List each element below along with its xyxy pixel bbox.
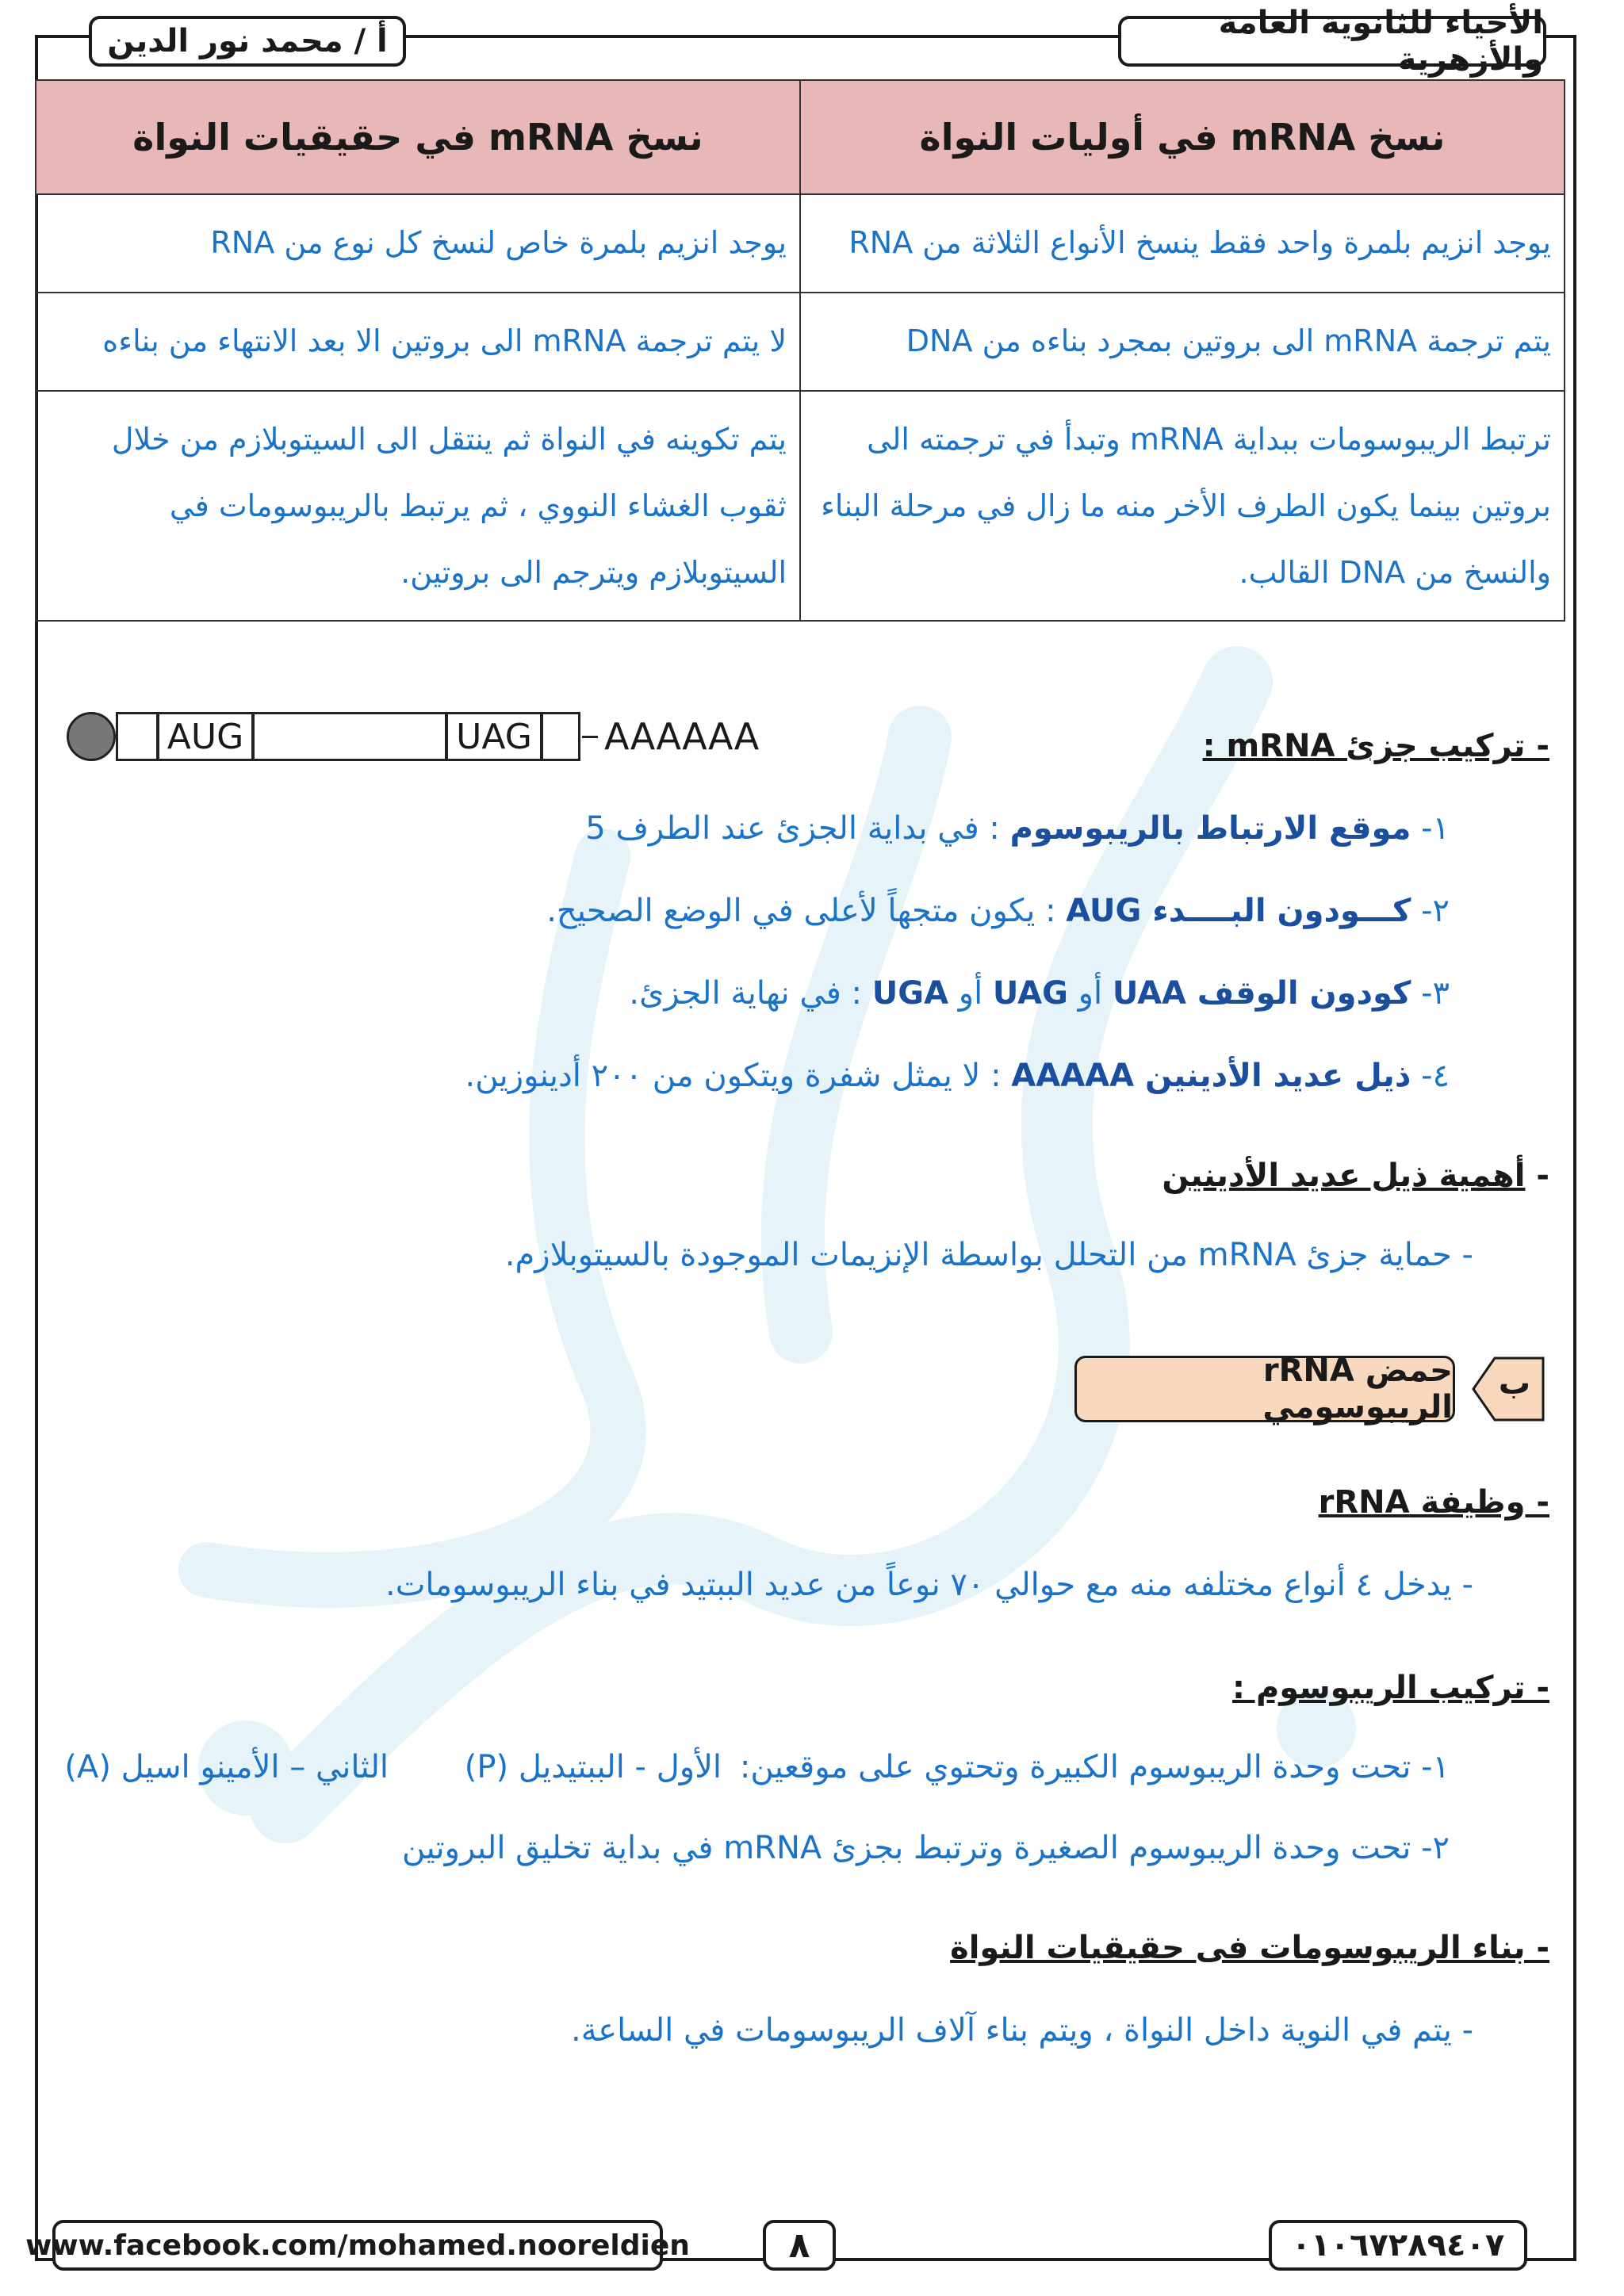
item-text: : لا يمثل شفرة ويتكون من ٢٠٠ أدينوزين.	[465, 1058, 1002, 1094]
mrna-segment-leader	[116, 712, 159, 761]
table-header-eukaryote: نسخ mRNA في حقيقيات النواة	[36, 80, 800, 194]
item-text: أو	[1078, 975, 1103, 1012]
ribosome-item-1: ١- تحت وحدة الريبوسوم الكبيرة وتحتوي على موقعين:	[739, 1749, 1450, 1785]
mrna-stop-codon: UAG	[446, 712, 542, 761]
mrna-segment-trailer	[541, 712, 580, 761]
item-text: : يكون متجهاً لأعلى في الوضع الصحيح.	[546, 893, 1056, 929]
table-row	[36, 391, 1565, 621]
eukaryote-ribosomes-text: - يتم في النوية داخل النواة ، ويتم بناء آلاف الريبوسومات في الساعة.	[571, 2012, 1473, 2049]
ribosome-item-2: ٢- تحت وحدة الريبوسوم الصغيرة وترتبط بجزئ mRNA في بداية تخليق البروتين	[402, 1830, 1450, 1866]
footer-website-link[interactable]: www.facebook.com/mohamed.nooreldien	[52, 2220, 663, 2271]
section-title-box: حمض rRNA الريبوسومي	[1074, 1356, 1455, 1422]
item-text: أو	[958, 975, 983, 1012]
ribosome-structure-heading: - تركيب الريبوسوم :	[1232, 1670, 1549, 1706]
table-cell: يوجد انزيم بلمرة خاص لنسخ كل نوع من RNA	[36, 194, 800, 293]
tail-importance-heading-row	[1162, 1158, 1549, 1194]
ribosome-site-p: الأول - الببتيديل (P)	[464, 1749, 722, 1785]
item-term: ذيل عديد الأدينين AAAAA	[1011, 1058, 1411, 1094]
item-number: ٤-	[1421, 1058, 1450, 1094]
rrna-function-heading: - وظيفة rRNA	[1318, 1484, 1549, 1521]
item-number: ١-	[1421, 810, 1450, 847]
list-item	[546, 893, 1450, 929]
table-cell: يتم ترجمة mRNA الى بروتين بمجرد بناءه من DNA	[800, 293, 1565, 391]
ribosome-site-a: الثاني – الأمينو اسيل (A)	[64, 1749, 389, 1785]
list-item	[585, 810, 1450, 847]
item-number: ٣-	[1421, 975, 1450, 1012]
header-author-name: أ / محمد نور الدين	[89, 16, 406, 67]
mrna-structure-heading: - تركيب جزئ mRNA :	[1202, 728, 1549, 764]
table-cell: لا يتم ترجمة mRNA الى بروتين الا بعد الانتهاء من بناءه	[36, 293, 800, 391]
mrna-start-codon: AUG	[157, 712, 254, 761]
mrna-cap-circle	[67, 712, 116, 761]
item-text: : في نهاية الجزئ.	[629, 975, 863, 1012]
mrna-polya-tail: AAAAAA	[604, 715, 760, 758]
item-term: UGA	[871, 975, 949, 1012]
tail-importance-heading: أهمية ذيل عديد الأدينين	[1162, 1158, 1526, 1194]
table-cell: يوجد انزيم بلمرة واحد فقط ينسخ الأنواع الثلاثة من RNA	[800, 194, 1565, 293]
rrna-function-text: - يدخل ٤ أنواع مختلفه منه مع حوالي ٧٠ نوعاً من عديد الببتيد في بناء الريبوسومات.	[385, 1567, 1473, 1603]
item-term: كودون الوقف UAA	[1112, 975, 1411, 1012]
table-header-prokaryote: نسخ mRNA في أوليات النواة	[800, 80, 1565, 194]
item-term: UAG	[992, 975, 1068, 1012]
table-cell: يتم تكوينه في النواة ثم ينتقل الى السيتوبلازم من خلال ثقوب الغشاء النووي ، ثم يرتبط بالريبوسومات في السيتوبلازم ويترجم الى بروتين.	[36, 391, 800, 621]
item-text: : في بداية الجزئ عند الطرف 5	[585, 810, 1000, 847]
item-number: ٢-	[1421, 893, 1450, 929]
table-cell: ترتبط الريبوسومات ببداية mRNA وتبدأ في ترجمته الى بروتين بينما يكون الطرف الأخر منه ما زال في مرحلة البناء والنسخ من DNA القالب.	[800, 391, 1565, 621]
footer-page-number: ٨	[763, 2220, 836, 2271]
item-term: كـــودون البــــدء AUG	[1066, 893, 1411, 929]
table-row	[36, 293, 1565, 391]
mrna-tail-connector	[582, 736, 598, 738]
eukaryote-ribosomes-heading: - بناء الريبوسومات فى حقيقيات النواة	[950, 1930, 1549, 1966]
list-item	[629, 975, 1450, 1012]
heading-dash: -	[1536, 1158, 1549, 1194]
footer-phone: ٠١٠٦٧٢٨٩٤٠٧	[1269, 2220, 1527, 2271]
header-subject-title: الأحياء للثانوية العامة والأزهرية	[1118, 16, 1546, 67]
item-term: موقع الارتباط بالريبوسوم	[1009, 810, 1411, 847]
mrna-coding-region	[252, 712, 447, 761]
list-item	[465, 1058, 1450, 1094]
table-header-row	[36, 80, 1565, 194]
comparison-table	[35, 79, 1565, 622]
section-letter: ب	[1498, 1365, 1531, 1402]
tail-importance-text: - حماية جزئ mRNA من التحلل بواسطة الإنزيمات الموجودة بالسيتوبلازم.	[504, 1237, 1473, 1273]
table-row	[36, 194, 1565, 293]
